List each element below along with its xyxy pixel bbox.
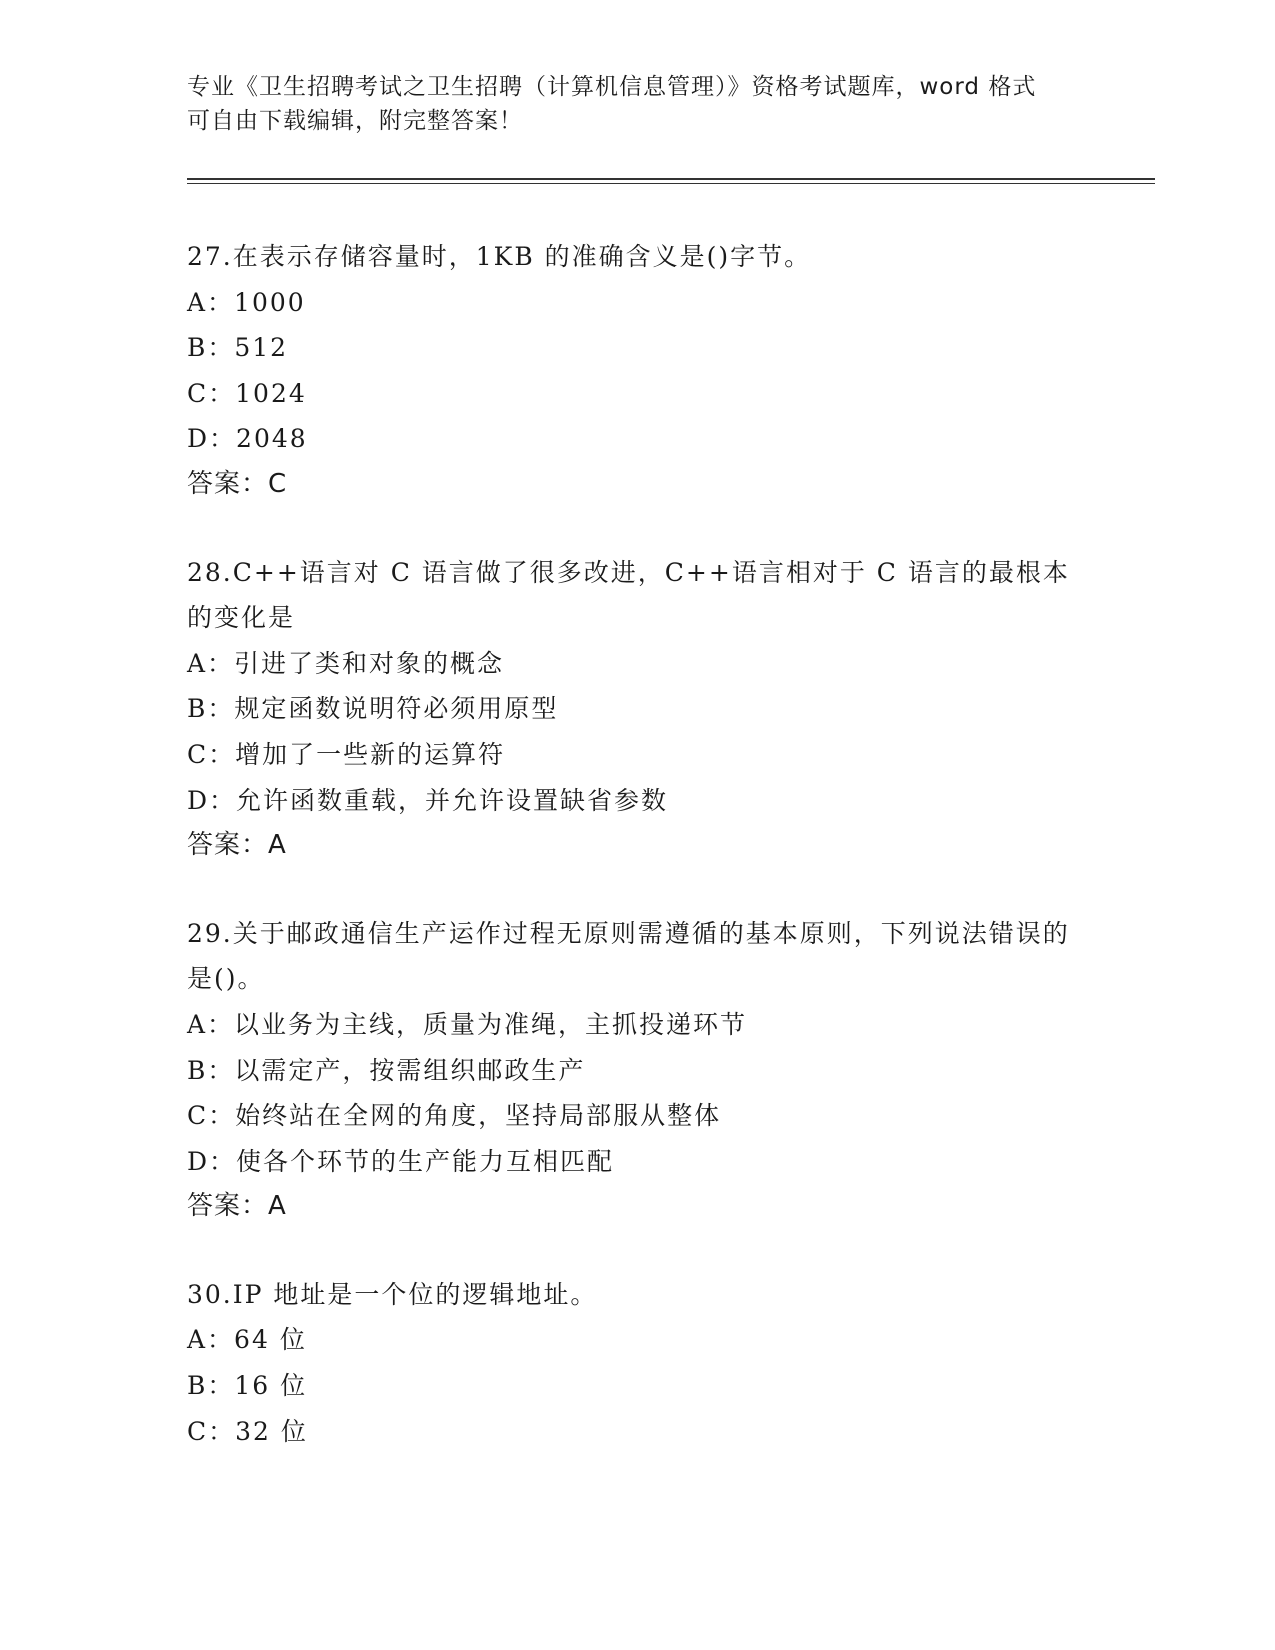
option-a: A：64 位: [187, 1325, 307, 1355]
option-b: B：16 位: [187, 1371, 308, 1401]
option-c: C：始终站在全网的角度，坚持局部服从整体: [187, 1101, 722, 1131]
option-a: A：以业务为主线，质量为准绳，主抓投递环节: [187, 1009, 748, 1039]
question-list: [187, 234, 1087, 1496]
question-stem: 30.IP 地址是一个位的逻辑地址。: [187, 1279, 598, 1309]
header-line-2: 可自由下载编辑，附完整答案！: [187, 108, 523, 134]
option-d: D：允许函数重载，并允许设置缺省参数: [187, 785, 669, 815]
question-30: [187, 1272, 1087, 1454]
question-29: [187, 911, 1087, 1230]
option-b: B：512: [187, 333, 289, 363]
question-stem: 27.在表示存储容量时，1KB 的准确含义是()字节。: [187, 242, 812, 271]
question-stem: 29.关于邮政通信生产运作过程无原则需遵循的基本原则，下列说法错误的是()。: [187, 918, 1070, 994]
option-a: A：引进了类和对象的概念: [187, 648, 505, 678]
option-d: D：2048: [187, 424, 308, 454]
option-c: C：32 位: [187, 1416, 308, 1446]
header-divider-thin: [187, 183, 1155, 184]
question-27: [187, 234, 1087, 508]
answer: 答案：C: [187, 468, 288, 499]
option-c: C：1024: [187, 378, 307, 408]
document-header: [187, 70, 1077, 138]
header-line-1: 专业《卫生招聘考试之卫生招聘（计算机信息管理）》资格考试题库，word 格式: [187, 74, 1037, 100]
answer: 答案：A: [187, 1191, 287, 1222]
option-b: B：以需定产，按需组织邮政生产: [187, 1055, 586, 1085]
option-c: C：增加了一些新的运算符: [187, 739, 506, 769]
answer: 答案：A: [187, 830, 287, 861]
option-d: D：使各个环节的生产能力互相匹配: [187, 1146, 615, 1176]
option-b: B：规定函数说明符必须用原型: [187, 694, 559, 724]
question-stem: 28.C++语言对 C 语言做了很多改进，C++语言相对于 C 语言的最根本的变化是: [187, 557, 1070, 633]
header-divider-thick: [187, 178, 1155, 180]
option-a: A：1000: [187, 287, 306, 317]
question-28: [187, 550, 1087, 869]
